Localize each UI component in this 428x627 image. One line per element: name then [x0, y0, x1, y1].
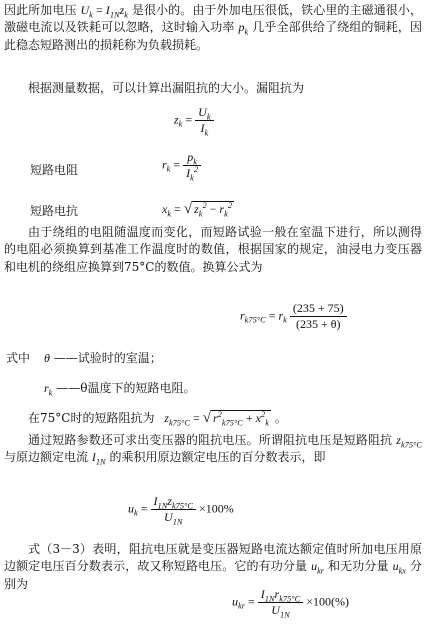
equation-rk75: $r_{k75^\circ C} = r_k$ $\frac{(235 + 75)}{(235 + \theta)}$	[240, 301, 347, 332]
where-label: 式中	[6, 351, 31, 365]
paragraph-zk75: 在75°C时的短路阻抗为 $z_{k75^\circ C}$ = √ $r^2_{k75^\circ C} + x^2_k$ 。	[28, 410, 287, 428]
label-short-circuit-reactance: 短路电抗	[30, 204, 79, 218]
equation-xk: $x_k$ = √ $z_k^2 - r_k^2$	[162, 201, 232, 219]
equation-zk: $z_k$ = $\frac{U_k}{I_k}$	[174, 105, 214, 136]
paragraph-leakage	[0, 80, 428, 97]
where-rk: $r_k$ ——θ温度下的短路电阻。	[44, 381, 196, 398]
equation-uk: $u_k$ = $\frac{I_{1N}z_{k75^\circ C}}{U_{1N}}$ ×100%	[128, 494, 234, 527]
paragraph-intro	[0, 2, 428, 54]
text-run: 几乎全部供给了绕组的铜耗，因此稳态短路测出的损耗称为负载损耗。	[4, 20, 422, 52]
equation-ukr: $u_{kr}$ = $\frac{I_{1N}r_{k75^\circ C}}{U_{1N}}$ ×100(%)	[232, 587, 350, 620]
paragraph-components: 式（3－3）表明，阻抗电压就是变压器短路电流达额定值时所加电压用原边额定电压百分数表示，故又称短路电压。它的有功分量 $u_{kr}$ 和无功分量 $u_{kx}$ 分别为	[4, 542, 422, 591]
text-run: 根据测量数据，可以计算出漏阻抗的大小。漏阻抗为	[28, 81, 305, 95]
formula-inline-pk: $p_k$	[238, 20, 249, 37]
equation-rk: $r_k$ = $\frac{p_k}{I_k^2}$	[162, 150, 201, 181]
where-theta: θ ——试验时的室温；	[44, 351, 162, 365]
text-run: 因此所加电压	[4, 3, 77, 17]
label-short-circuit-resistance: 短路电阻	[30, 163, 79, 177]
paragraph-temperature	[0, 224, 428, 276]
paragraph-impedance-voltage: 通过短路参数还可求出变压器的阻抗电压。所谓阻抗电压是短路阻抗 $z_{k75^\circ C}$ 与原边额定电流 $I_{1N}$ 的乘积用原边额定电压的百分数表示，即	[4, 433, 422, 467]
text-run: 由于绕组的电阻随温度而变化，而短路试验一般在室温下进行，所以测得的电阻必须换算到基准工作温度时的数值，根据国家的规定，油浸电力变压器和电机的绕组应换算到75°C的数值。换算公式为	[4, 225, 422, 274]
formula-inline-uk: $U_k = I_{1N}z_k$	[80, 3, 128, 20]
text-run: 是很小的。由于外加电压很低，铁心里的主磁通很小，激磁电流以及铁耗可以忽略，这时输入功率	[4, 3, 422, 35]
